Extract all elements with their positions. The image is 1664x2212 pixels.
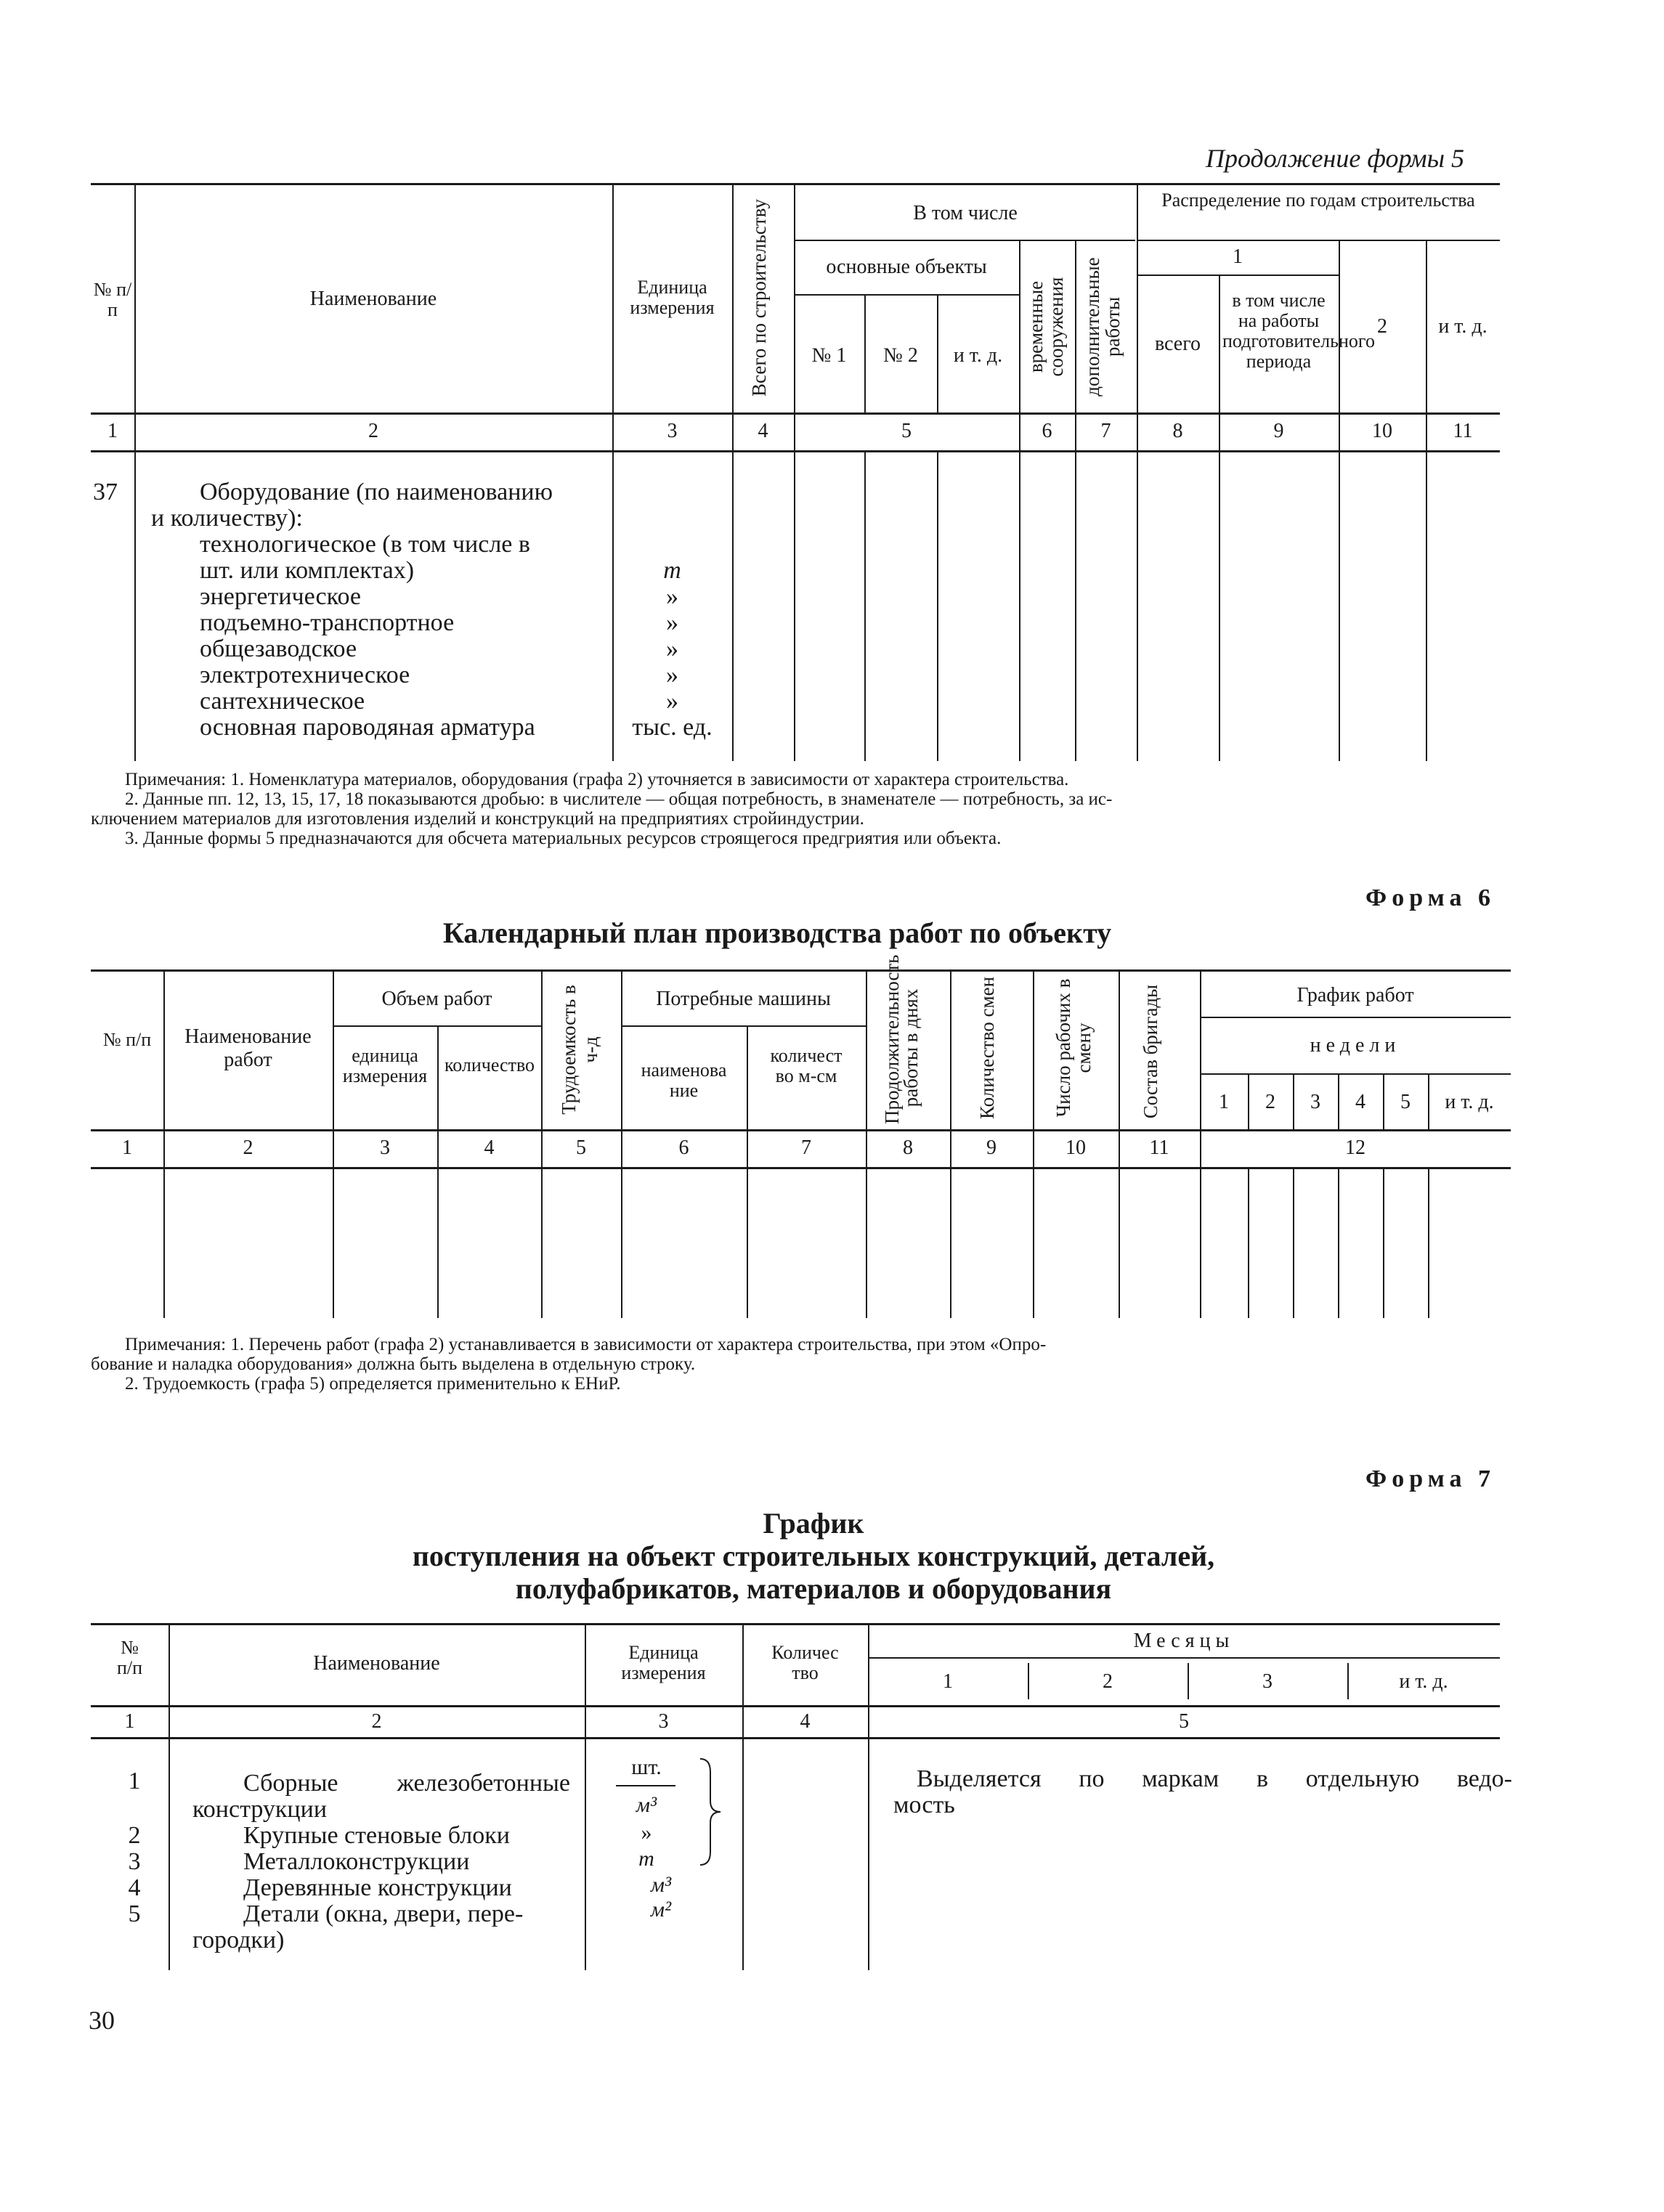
f7-colnum: 2 (371, 1710, 382, 1733)
f7-row-unit: м³ (650, 1873, 672, 1897)
f5-row-line: электротехническое (200, 662, 410, 688)
f6-colnum: 6 (678, 1137, 689, 1159)
f7-colnum: 4 (800, 1710, 811, 1733)
f7-row-unit: м³ (636, 1793, 657, 1817)
f5-colnum: 10 (1372, 420, 1392, 442)
f6-header-labor: Трудоемкость в ч-д (558, 985, 601, 1115)
f5-row-line: и количеству): (151, 505, 303, 532)
f5-colnum: 4 (758, 420, 768, 442)
f5-row-unit: » (666, 609, 678, 636)
f6-header-week: 1 (1219, 1091, 1229, 1113)
form7-label: Форма 7 (1365, 1465, 1496, 1492)
f7-header-num: № п/п (116, 1637, 143, 1678)
f6-colnum: 2 (243, 1137, 253, 1159)
f7-row-num: 3 (128, 1848, 141, 1875)
f7-row-name: конструкции (192, 1796, 328, 1823)
f5-header-obj-etc: и т. д. (953, 344, 1003, 367)
f7-row-unit: шт. (631, 1755, 662, 1779)
f5-header-name: Наименование (309, 288, 437, 310)
f6-header-unit: единица измерения (342, 1045, 428, 1086)
f6-header-machines: Потребные машины (656, 988, 831, 1010)
f7-row-unit: » (641, 1821, 652, 1845)
f7-header-qty: Количество (771, 1642, 839, 1683)
f7-header-month: 3 (1262, 1670, 1273, 1693)
f5-row-line: основная пароводяная арматура (200, 714, 535, 741)
f5-row-unit: тыс. ед. (632, 714, 713, 741)
form7-title-line2: поступления на объект строительных конструкций, деталей, (412, 1540, 1215, 1572)
f7-row-num: 2 (128, 1822, 141, 1849)
f7-header-months: Месяцы (1133, 1630, 1235, 1652)
f5-colnum: 2 (368, 420, 378, 442)
form7-title-line3: полуфабрикатов, материалов и оборудования (515, 1572, 1112, 1605)
f6-colnum: 7 (801, 1137, 811, 1159)
f7-row-name: Сборные железобетонные (243, 1770, 570, 1797)
page-number: 30 (89, 2006, 115, 2035)
f5-note: ключением материалов для изготовления изделий и конструкций на предприятиях стройиндустрии. (91, 809, 864, 829)
f6-header-brigade: Состав бригады (1140, 984, 1161, 1119)
f6-colnum: 3 (380, 1137, 390, 1159)
f5-header-unit: Единица измерения (630, 277, 715, 318)
f7-row-name: городки) (192, 1927, 285, 1953)
f5-colnum: 11 (1453, 420, 1473, 442)
f6-header-schedule: График работ (1296, 984, 1414, 1007)
f5-header-prep: в том числе на работы подготовительного периода (1222, 290, 1375, 372)
f7-colnum: 1 (124, 1710, 135, 1733)
f5-note: 3. Данные формы 5 предназначаются для обсчета материальных ресурсов строящегося предгриятия или объекта. (125, 829, 1002, 848)
f5-row-line: общезаводское (200, 635, 357, 662)
f5-header-all: всего (1154, 333, 1201, 355)
f7-row-num: 5 (128, 1900, 141, 1927)
f7-row-num: 4 (128, 1874, 141, 1901)
f7-header-month: 2 (1103, 1670, 1113, 1693)
f5-row-line: Оборудование (по наименованию (200, 479, 553, 505)
f5-header-including: В том числе (913, 202, 1018, 224)
f7-header-unit: Единица измерения (621, 1642, 706, 1683)
f7-row-num: 1 (128, 1768, 141, 1794)
f5-header-distribution: Распределение по годам строительства (1161, 190, 1475, 211)
f6-header-weeks: недели (1310, 1034, 1401, 1057)
f5-colnum: 8 (1172, 420, 1183, 442)
form6-title: Календарный план производства работ по объекту (442, 916, 1112, 949)
f7-header-name: Наименование (313, 1652, 440, 1675)
f6-colnum: 9 (986, 1137, 997, 1159)
f7-colnum: 5 (1179, 1710, 1189, 1733)
f5-colnum: 1 (107, 420, 118, 442)
f7-row-unit: м² (650, 1898, 672, 1922)
f7-remark-line2: мость (893, 1792, 955, 1818)
f5-note: Примечания: 1. Номенклатура материалов, оборудования (графа 2) уточняется в зависимости от характера строительства. (125, 770, 1069, 789)
f5-colnum: 3 (667, 420, 678, 442)
f5-row-line: сантехническое (200, 688, 365, 715)
f6-header-week-etc: и т. д. (1445, 1091, 1494, 1113)
f7-header-month-etc: и т. д. (1399, 1670, 1448, 1693)
f5-header-obj2: № 2 (883, 344, 918, 367)
f5-header-year-etc: и т. д. (1438, 315, 1488, 338)
f6-colnum: 11 (1149, 1137, 1169, 1159)
f7-colnum: 3 (658, 1710, 669, 1733)
f5-row-line: подъемно-транспортное (200, 609, 455, 636)
f5-note: 2. Данные пп. 12, 13, 15, 17, 18 показываются дробью: в числителе — общая потребность, в знаменателе — потребность, за ис- (125, 789, 1113, 809)
f6-header-week: 2 (1265, 1091, 1275, 1113)
f5-row-unit: » (666, 688, 678, 715)
f5-header-obj1: № 1 (811, 344, 847, 367)
f7-header-month: 1 (943, 1670, 953, 1693)
f5-header-total: Всего по строительству (748, 199, 770, 397)
f7-row-name: Детали (окна, двери, пере- (243, 1900, 524, 1927)
f5-header-year2: 2 (1377, 315, 1387, 338)
f5-row-unit: » (666, 662, 678, 688)
f5-header-extra: дополнительные работы (1081, 257, 1124, 397)
f5-row-unit: т (663, 557, 681, 584)
f6-colnum: 4 (484, 1137, 495, 1159)
f5-header-year1: 1 (1233, 245, 1243, 268)
f5-row-unit: » (666, 583, 678, 610)
f5-row-unit: » (666, 635, 678, 662)
form5-continuation-label: Продолжение формы 5 (1206, 144, 1465, 173)
f6-header-shifts: Количество смен (976, 976, 998, 1120)
f6-header-workers: Число рабочих в смену (1052, 978, 1095, 1118)
f6-note: Примечания: 1. Перечень работ (графа 2) устанавливается в зависимости от характера строительства, при этом «Опро- (125, 1335, 1047, 1354)
f7-remark-line1: Выделяется по маркам в отдельную ведо- (917, 1765, 1512, 1792)
f7-row-name: Крупные стеновые блоки (243, 1822, 510, 1849)
f6-colnum: 1 (122, 1137, 132, 1159)
f6-header-week: 3 (1310, 1091, 1320, 1113)
f6-colnum: 8 (903, 1137, 913, 1159)
f5-row-line: энергетическое (200, 583, 361, 610)
f5-row-line: технологическое (в том числе в (200, 531, 530, 558)
f6-header-name: Наименование работ (184, 1025, 312, 1071)
f6-header-qty: количество (444, 1054, 535, 1075)
f7-row-name: Деревянные конструкции (243, 1874, 512, 1901)
f5-colnum: 9 (1273, 420, 1284, 442)
f7-row-unit: т (638, 1847, 654, 1871)
form7-title-line1: График (763, 1507, 864, 1540)
f6-header-mname: наименование (641, 1060, 727, 1101)
f6-colnum: 12 (1345, 1137, 1365, 1159)
f6-colnum: 5 (576, 1137, 586, 1159)
f6-note: 2. Трудоемкость (графа 5) определяется применительно к ЕНиР. (125, 1374, 621, 1394)
f5-colnum: 6 (1042, 420, 1052, 442)
f5-colnum: 5 (901, 420, 912, 442)
form6-label: Форма 6 (1365, 885, 1496, 911)
f5-row-num: 37 (93, 479, 118, 505)
f6-header-week: 4 (1355, 1091, 1365, 1113)
f5-row-line: шт. или комплектах) (200, 557, 415, 584)
f6-colnum: 10 (1066, 1137, 1086, 1159)
f5-colnum: 7 (1100, 420, 1111, 442)
f6-header-mqty: количество м-см (770, 1045, 843, 1086)
f6-header-num: № п/п (102, 1029, 152, 1050)
f6-header-duration: Продолжительность работы в днях (881, 954, 922, 1124)
f6-header-volume: Объем работ (381, 988, 492, 1010)
f5-header-num: № п/п (93, 279, 132, 320)
f7-row-name: Металлоконструкции (243, 1848, 470, 1875)
f6-header-week: 5 (1400, 1091, 1411, 1113)
f5-header-temp: временные сооружения (1025, 277, 1067, 377)
f5-header-main-objects: основные объекты (826, 256, 987, 278)
f6-note: бование и наладка оборудования» должна быть выделена в отдельную строку. (91, 1354, 696, 1374)
brace-icon (697, 1757, 726, 1866)
